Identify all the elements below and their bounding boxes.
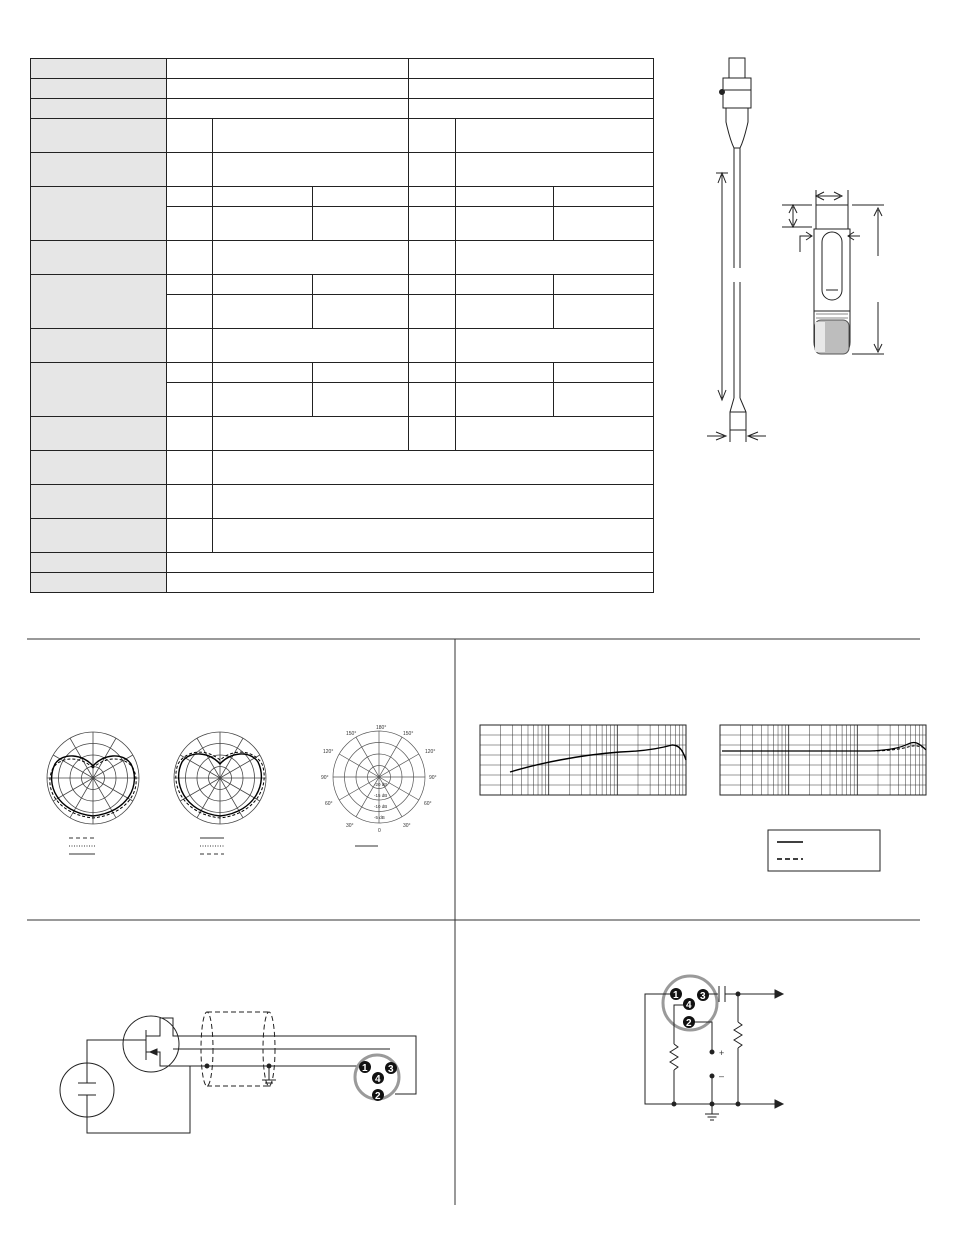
capsule-body <box>814 205 850 354</box>
polar-angle-label: 150° <box>403 731 414 737</box>
section-dividers <box>27 639 920 1205</box>
pin-label: 3 <box>700 991 706 1002</box>
polar-legend-2 <box>200 838 224 854</box>
pin-label: 2 <box>375 1091 381 1102</box>
polar-angle-label: 30° <box>403 823 411 829</box>
cable-body <box>730 148 746 430</box>
polarity-plus: + <box>719 1048 725 1058</box>
cable-length-arrow <box>716 173 728 400</box>
polar-angle-label: 150° <box>346 731 357 737</box>
xlr-pins-right <box>670 988 709 1029</box>
polar-ring-label: -15 dB <box>374 793 388 798</box>
frequency-response-chart-1 <box>480 725 686 795</box>
polar-angle-label: 60° <box>325 801 333 807</box>
polar-legend-1 <box>69 838 95 854</box>
polar-angle-label: 90° <box>321 775 329 781</box>
cable-width-arrows <box>707 430 766 442</box>
pin-label: 2 <box>686 1018 692 1029</box>
fet-symbol <box>123 1016 179 1072</box>
polar-ring-label: -5 dB <box>374 815 385 820</box>
polar-grid-chart-3 <box>321 725 437 834</box>
polar-angle-label: 0 <box>378 828 381 834</box>
phantom-power-circuit <box>645 976 783 1120</box>
polar-angle-label: 120° <box>323 749 334 755</box>
freq-legend-box <box>768 830 880 871</box>
pin-label: 4 <box>375 1074 381 1085</box>
frequency-response-chart-2 <box>720 725 926 795</box>
freq-grid <box>480 725 686 795</box>
polar-pattern-chart-2 <box>174 732 266 824</box>
pin-label: 1 <box>673 990 679 1001</box>
polar-angle-label: 180° <box>376 725 387 731</box>
polar-angle-label: 30° <box>346 823 354 829</box>
pin-label: 4 <box>686 1000 692 1011</box>
connector-plug <box>720 58 752 148</box>
polar-angle-label: 120° <box>425 749 436 755</box>
polar-pattern-chart-1 <box>47 732 139 824</box>
pin-label: 3 <box>388 1064 394 1075</box>
polar-angle-label: 90° <box>429 775 437 781</box>
polarity-minus: – <box>719 1071 725 1081</box>
freq-grid <box>720 725 926 795</box>
pin-label: 1 <box>362 1063 368 1074</box>
microphone-dimension-drawing <box>707 58 884 442</box>
polar-angle-label: 60° <box>424 801 432 807</box>
freq-curve-solid <box>510 745 686 772</box>
polar-ring-label: -10 dB <box>374 804 388 809</box>
polar-ring-label: -20 dB <box>374 782 388 787</box>
